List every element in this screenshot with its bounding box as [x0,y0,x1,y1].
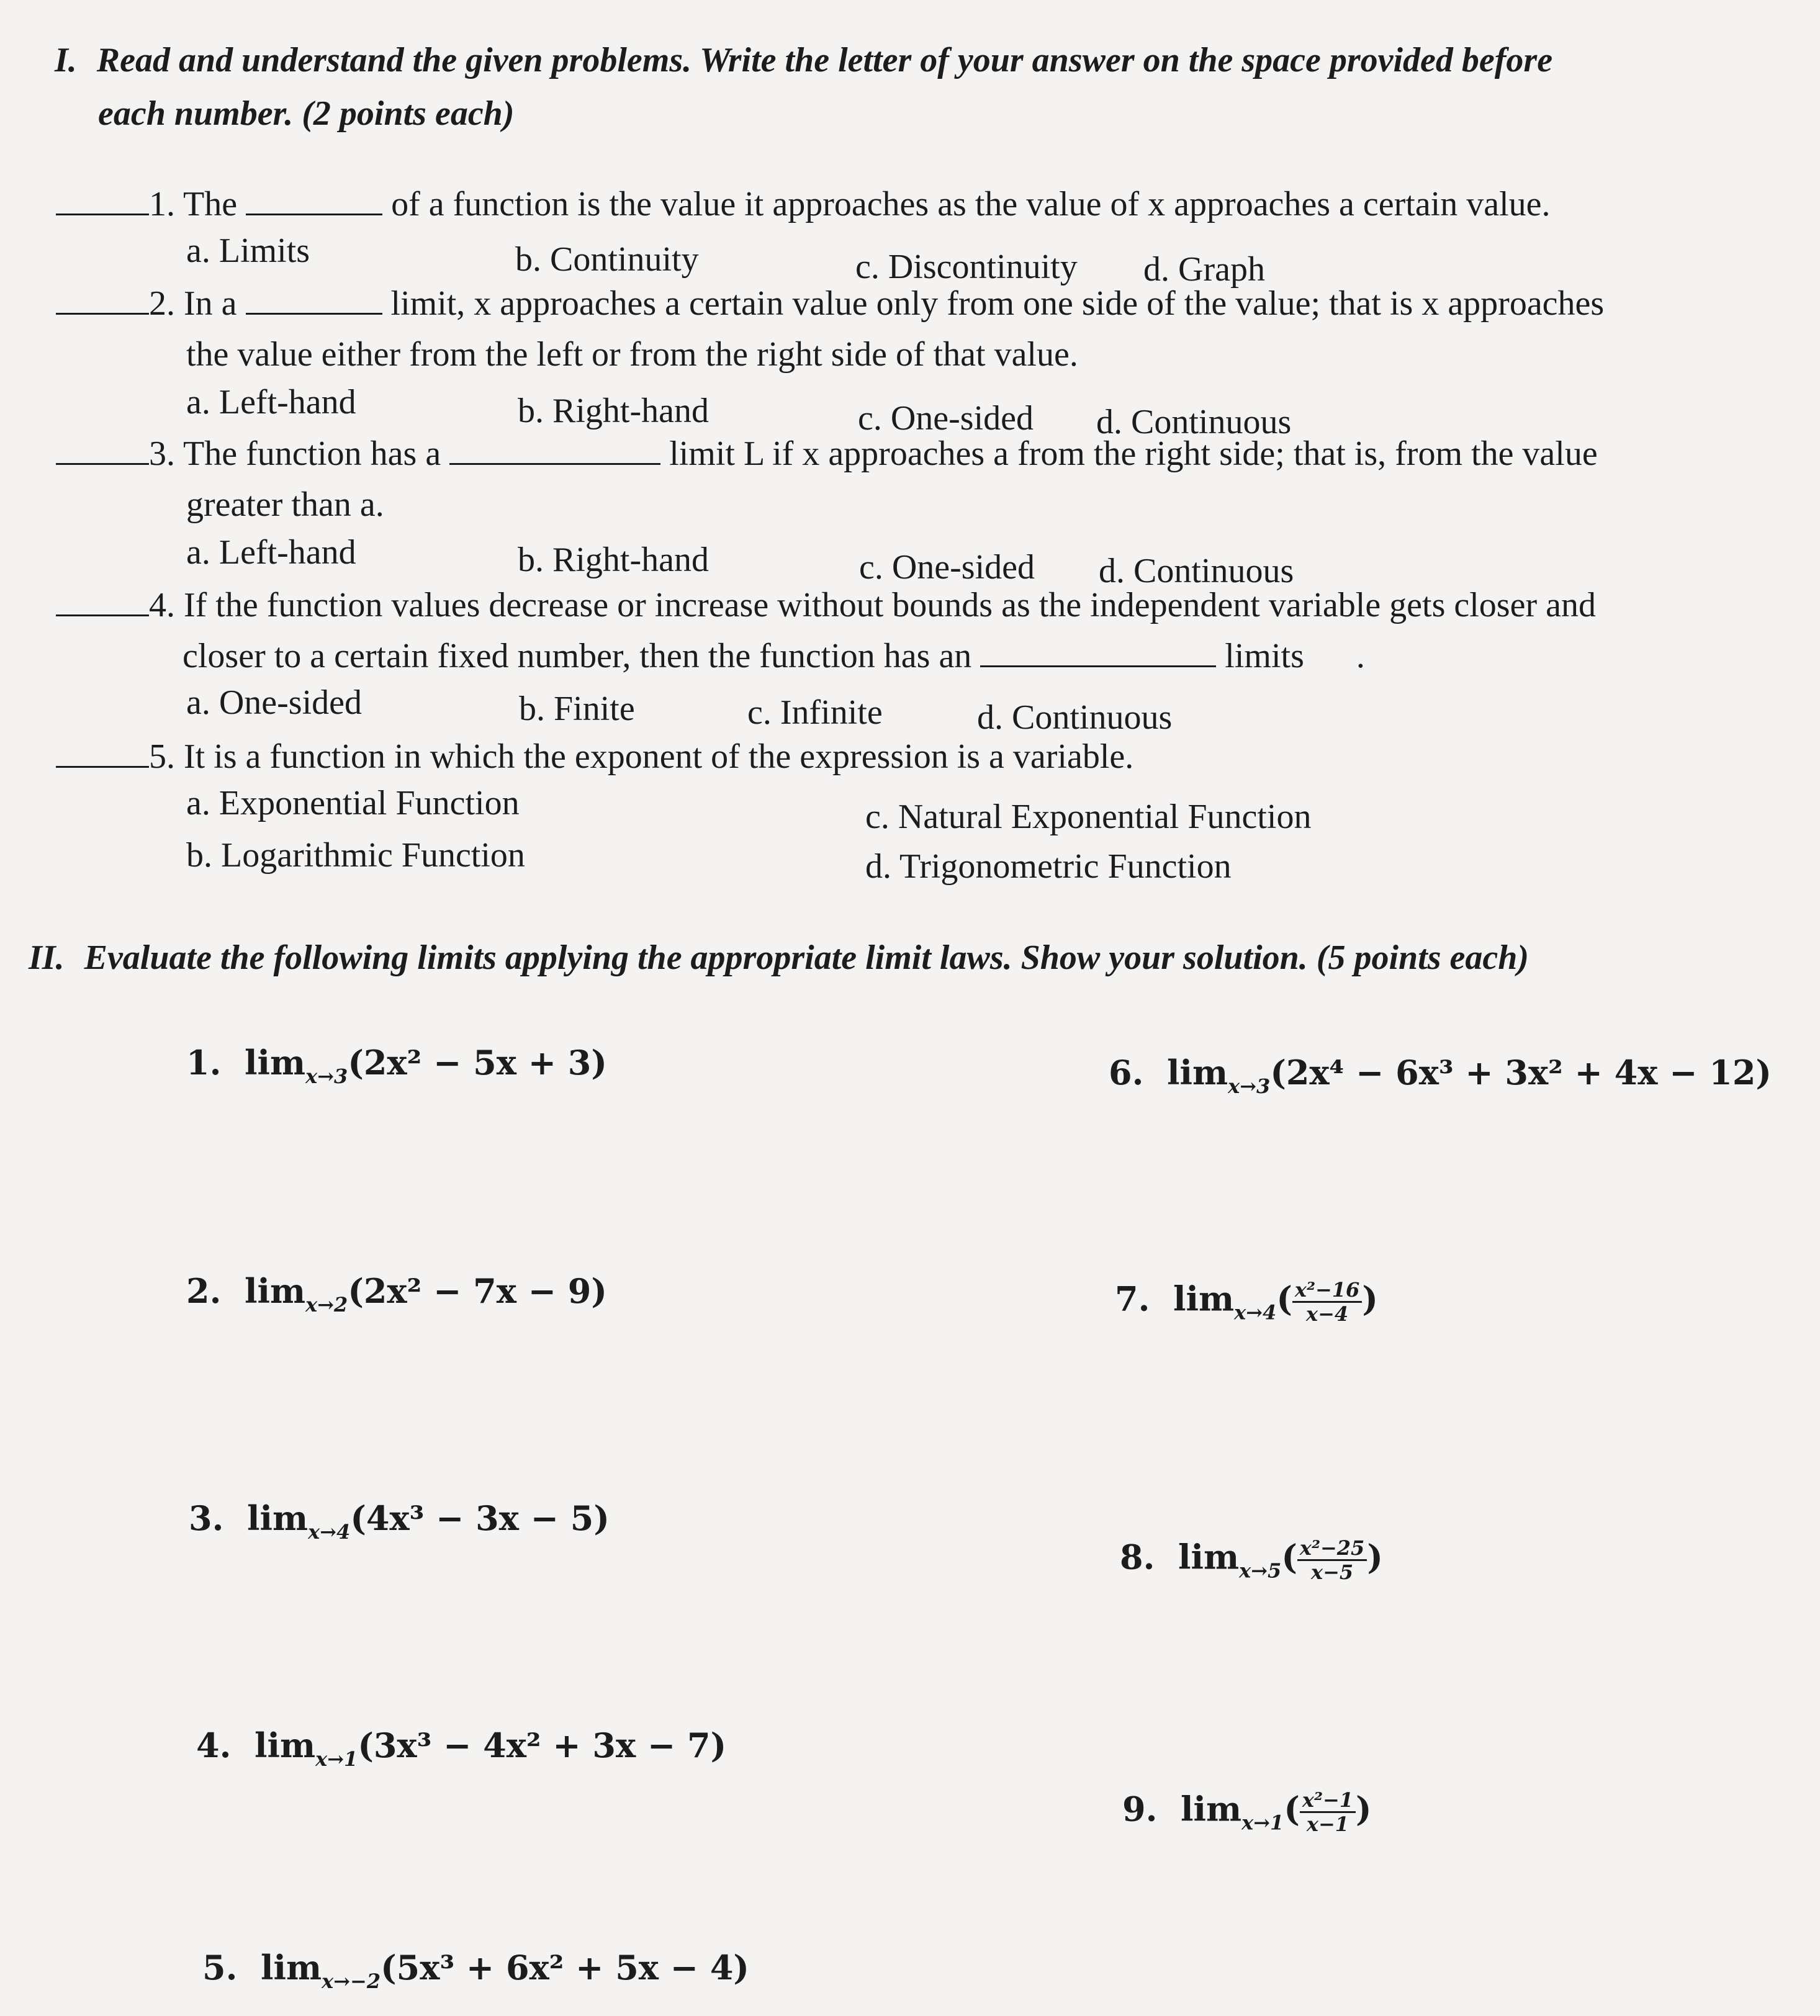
problem-9-fraction [1300,1789,1356,1835]
problem-2-approach: x→2 [305,1293,348,1316]
q2-option-c: c. One-sided [858,399,1034,438]
limit-problem-6 [1109,1053,1772,1098]
part1-instruction-line1 [55,38,1552,82]
part1-instruction-line2: each number. (2 points each) [98,94,515,133]
q2-option-a: a. Left-hand [186,383,356,421]
problem-4-lim: lim [254,1726,316,1765]
problem-8-lim: lim [1178,1537,1240,1577]
problem-9-lim: lim [1180,1789,1242,1829]
problem-8-number: 8. [1120,1537,1155,1577]
problem-4-approach: x→1 [315,1747,358,1771]
question-1-number: 1. The [149,185,238,223]
limit-problem-3 [189,1498,610,1544]
question-3-text: limit L if x approaches a from the right side; that is, from the value [669,434,1598,473]
question-2-text: limit, x approaches a certain value only from one side of the value; that is x approaches [390,284,1605,323]
q4-option-a: a. One-sided [186,683,363,722]
problem-5-approach: x→−2 [322,1969,381,1993]
problem-6-expression: (2x⁴ − 6x³ + 3x² + 4x − 12) [1270,1053,1772,1092]
part2-instruction-text: Evaluate the following limits applying the appropriate limit laws. Show your solution. (5 points each) [84,938,1529,977]
problem-4-number: 4. [196,1726,232,1765]
question-5 [56,736,1133,777]
answer-blank-3[interactable] [56,463,149,465]
problem-6-approach: x→3 [1228,1074,1271,1098]
problem-3-number: 3. [189,1498,224,1538]
question-4-text: 4. If the function values decrease or increase without bounds as the independent variable gets closer and [149,586,1596,624]
fill-blank-1[interactable] [246,214,382,215]
limit-problem-5 [202,1948,749,1993]
q2-option-b: b. Right-hand [518,392,709,430]
question-4-after-blank: limits [1225,637,1304,675]
answer-blank-5[interactable] [56,766,149,768]
fill-blank-4[interactable] [980,665,1216,667]
limit-problem-4 [196,1726,726,1771]
question-2-number: 2. In a [149,284,237,323]
limit-problem-1 [186,1043,607,1088]
answer-blank-2[interactable] [56,313,149,315]
problem-5-number: 5. [202,1948,238,1987]
problem-6-number: 6. [1109,1053,1144,1092]
problem-8-numerator: x²−25 [1297,1537,1367,1561]
problem-8-denominator: x−5 [1311,1560,1354,1584]
problem-9-denominator: x−1 [1306,1812,1349,1836]
problem-8-fraction [1297,1537,1367,1583]
question-5-text: 5. It is a function in which the exponent of the expression is a variable. [149,737,1134,776]
problem-7-approach: x→4 [1234,1300,1277,1325]
limit-problem-8: 8. $\lim_{x\to 5}$( $\frac{\text{x²−25}}{x-5}$ ) [1120,1536,1383,1584]
q1-option-d: d. Graph [1143,250,1265,289]
problem-1-lim: lim [244,1043,306,1082]
fill-blank-2[interactable] [246,313,382,315]
problem-1-approach: x→3 [305,1064,348,1088]
q3-option-c: c. One-sided [859,548,1035,587]
question-1 [56,184,1551,225]
question-4 [56,585,1596,626]
limit-problem-2 [186,1271,607,1316]
fill-blank-3[interactable] [449,463,660,465]
q3-option-a: a. Left-hand [186,533,356,572]
q4-option-b: b. Finite [519,690,635,728]
problem-6-lim: lim [1166,1053,1228,1092]
question-4-continuation: closer to a certain fixed number, then the function has an [182,637,972,675]
problem-7-fraction [1292,1279,1362,1325]
part2-numeral: II. [29,938,65,977]
problem-8-approach: x→5 [1239,1559,1282,1583]
part1-instruction-text: Read and understand the given problems. Write the letter of your answer on the space provided before [96,41,1553,79]
question-1-text: of a function is the value it approaches as the value of x approaches a certain value. [391,185,1551,223]
question-4-continuation-line [182,636,1365,677]
problem-9-approach: x→1 [1241,1811,1284,1835]
problem-7-numerator: x²−16 [1292,1279,1362,1303]
question-3-number: 3. The function has a [149,434,441,473]
problem-3-lim: lim [246,1498,309,1538]
problem-2-lim: lim [244,1271,306,1311]
question-2 [56,283,1604,324]
answer-blank-4[interactable] [56,614,149,616]
problem-2-number: 2. [186,1271,222,1311]
question-4-period: . [1356,637,1365,675]
problem-1-expression: (2x² − 5x + 3) [348,1043,607,1082]
question-2-continuation: the value either from the left or from the right side of that value. [186,335,1078,374]
q4-option-c: c. Infinite [747,693,883,732]
problem-4-expression: (3x³ − 4x² + 3x − 7) [358,1726,727,1765]
q5-option-c: c. Natural Exponential Function [865,798,1312,836]
problem-9-numerator: x²−1 [1300,1789,1356,1813]
question-3-continuation: greater than a. [186,485,384,524]
problem-7-denominator: x−4 [1306,1302,1349,1326]
limit-problem-9: 9. $\lim_{x\to 1}$( $\frac{\text{x²−1}}{x-1}$ ) [1122,1788,1372,1836]
problem-7-lim: lim [1173,1279,1235,1319]
problem-3-approach: x→4 [308,1520,351,1544]
question-3 [56,433,1598,474]
problem-5-expression: (5x³ + 6x² + 5x − 4) [381,1948,749,1987]
q3-option-d: d. Continuous [1099,552,1294,590]
q1-option-a: a. Limits [186,232,310,270]
problem-3-expression: (4x³ − 3x − 5) [350,1498,610,1538]
problem-5-lim: lim [260,1948,322,1987]
q2-option-d: d. Continuous [1096,403,1292,441]
q3-option-b: b. Right-hand [518,541,709,579]
q1-option-c: c. Discontinuity [855,248,1078,286]
q5-option-d: d. Trigonometric Function [865,847,1232,886]
answer-blank-1[interactable] [56,214,149,215]
problem-7-number: 7. [1115,1279,1150,1319]
q5-option-b: b. Logarithmic Function [186,836,525,875]
problem-1-number: 1. [186,1043,222,1082]
q5-option-a: a. Exponential Function [186,784,520,822]
problem-2-expression: (2x² − 7x − 9) [348,1271,607,1311]
problem-9-number: 9. [1122,1789,1158,1829]
part2-instruction [29,936,1529,979]
part1-numeral: I. [55,41,77,79]
q1-option-b: b. Continuity [515,240,699,279]
limit-problem-7: 7. $\lim_{x\to 4}$( $\frac{\text{x²−16}}{x-4}$ ) [1115,1278,1378,1326]
q4-option-d: d. Continuous [977,698,1173,737]
